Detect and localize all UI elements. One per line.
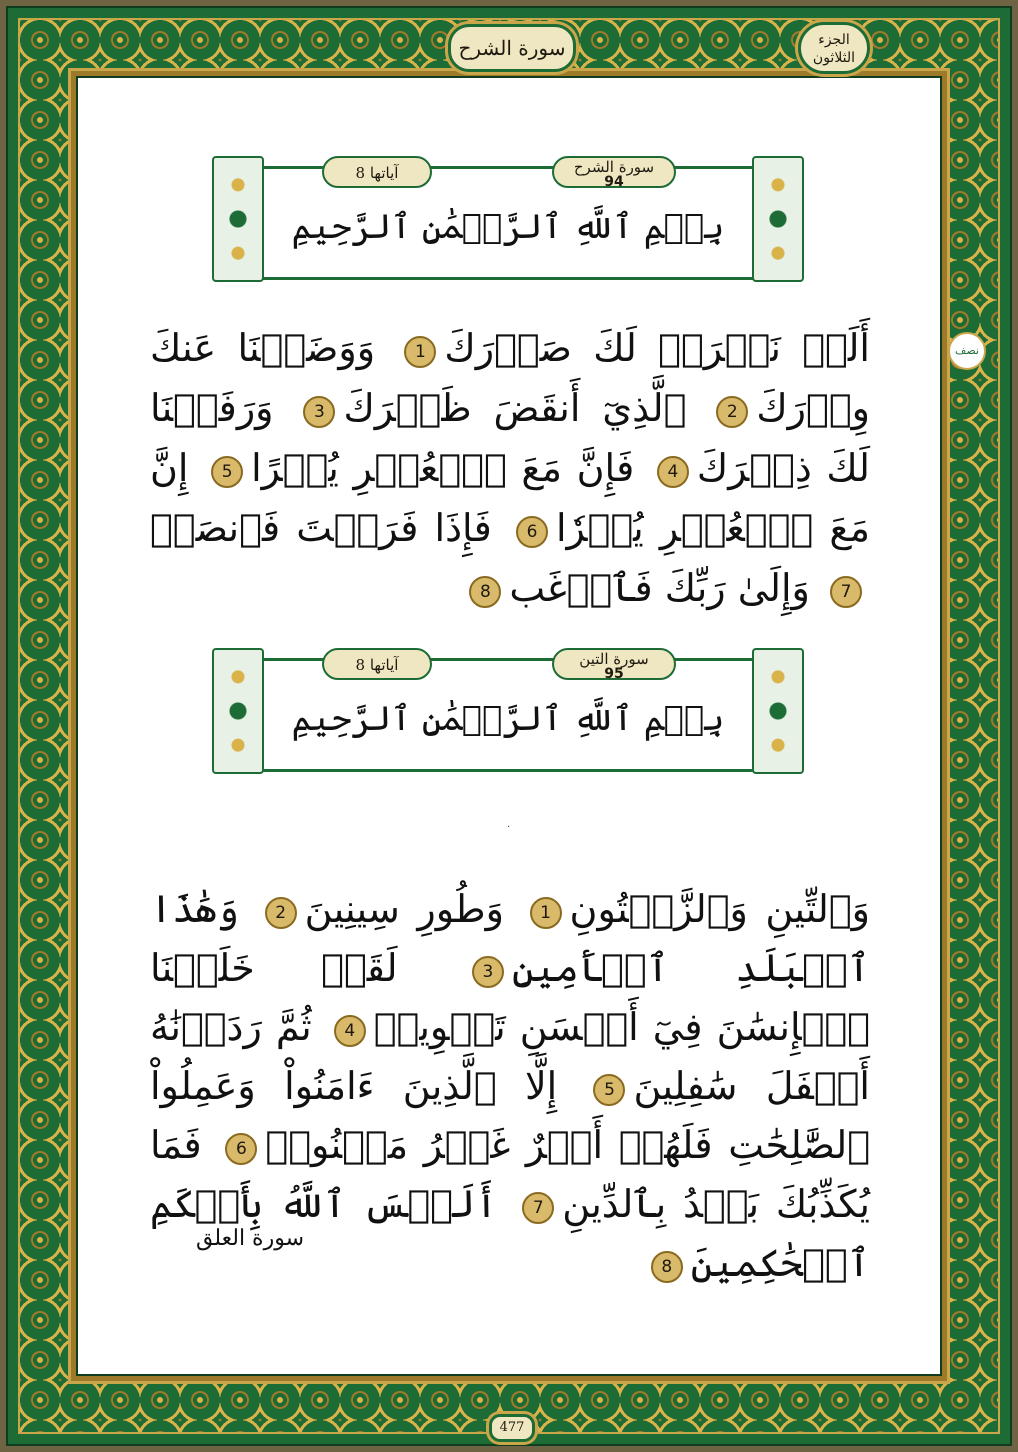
juz-label-line1: الجزء	[818, 32, 850, 48]
verse-text: إِلَّا ٱلَّذِينَ ءَامَنُواْ وَعَمِلُواْ ٱلصَّٰلِحَٰتِ فَلَهُمۡ أَجۡرٌ غَيۡرُ مَمۡنُونٖ	[150, 1064, 870, 1167]
top-surah-title: سورة الشرح	[448, 24, 576, 72]
basmala: بِسۡمِ ٱللَّهِ ٱلرَّحۡمَٰنِ ٱلرَّحِيمِ	[291, 207, 725, 247]
ayat-count: آياتها 8	[322, 648, 432, 680]
next-surah-hint: سورة العلق	[196, 1226, 305, 1251]
verse-text: وَٱلتِّينِ وَٱلزَّيۡتُونِ	[569, 887, 870, 931]
verse-text: وَوَضَعۡنَا عَنكَ وِزۡرَكَ	[150, 326, 870, 430]
surah-name-pill	[552, 648, 676, 680]
verse-text: وَإِلَىٰ رَبِّكَ فَٱرۡغَب	[509, 566, 810, 610]
ornament-right	[752, 156, 804, 282]
verse-number-marker: 2	[716, 396, 748, 428]
surah-number: 94	[604, 174, 624, 190]
verse-text: لَقَدۡ خَلَقۡنَا ٱلۡإِنسَٰنَ فِيٓ أَحۡسَنِ تَقۡوِيمٖ	[150, 946, 870, 1049]
ayat-count: آياتها 8	[322, 156, 432, 188]
verse-number-marker: 2	[265, 897, 297, 929]
verse-number-marker: 1	[404, 336, 436, 368]
header-line	[260, 277, 756, 280]
verse-text: أَلَمۡ نَشۡرَحۡ لَكَ صَدۡرَكَ	[444, 326, 870, 370]
verse-number-marker: 8	[469, 576, 501, 608]
juz-label-line2: الثلاثون	[812, 50, 856, 66]
ornament-left	[212, 648, 264, 774]
basmala: بِسۡمِ ٱللَّهِ ٱلرَّحۡمَٰنِ ٱلرَّحِيمِ	[291, 699, 725, 739]
verse-number-marker: 5	[593, 1074, 625, 1106]
hizb-half-marker: نصف	[948, 332, 986, 370]
surah-name: سورة التين	[579, 650, 649, 668]
verse-text: فَمَا يُكَذِّبُكَ بَعۡدُ بِٱلدِّينِ	[150, 1123, 870, 1226]
page-number: 477	[489, 1414, 535, 1442]
ornament-right	[752, 648, 804, 774]
verse-text: فَإِذَا فَرَغۡتَ فَٱنصَبۡ	[150, 506, 492, 550]
verse-text: أَلَيۡسَ ٱللَّهُ بِأَحۡكَمِ ٱلۡحَٰكِمِينَ	[150, 1182, 870, 1285]
verse-number-marker: 4	[334, 1015, 366, 1047]
verse-number-marker: 3	[472, 956, 504, 988]
surah-name: سورة الشرح	[573, 158, 655, 176]
small-mark: ·	[507, 822, 511, 833]
verse-number-marker: 7	[522, 1192, 554, 1224]
verse-number-marker: 6	[225, 1133, 257, 1165]
header-line	[260, 769, 756, 772]
surah-header-94	[212, 156, 804, 282]
surah-header-95	[212, 648, 804, 774]
verse-text: وَرَفَعۡنَا لَكَ ذِكۡرَكَ	[150, 386, 870, 490]
verse-text: ثُمَّ رَدَدۡنَٰهُ أَسۡفَلَ سَٰفِلِينَ	[150, 1005, 870, 1108]
surah-name-pill	[552, 156, 676, 188]
verse-text: فَإِنَّ مَعَ ٱلۡعُسۡرِ يُسۡرًا	[251, 446, 635, 490]
verse-text: وَطُورِ سِينِينَ	[304, 887, 504, 931]
verse-number-marker: 7	[830, 576, 862, 608]
verse-number-marker: 1	[530, 897, 562, 929]
verse-text: وَهَٰذَا ٱلۡبَلَدِ ٱلۡأَمِينِ	[150, 887, 870, 990]
verse-number-marker: 4	[657, 456, 689, 488]
surah-number: 95	[604, 666, 624, 682]
surah-94-text	[150, 318, 870, 618]
ornament-left	[212, 156, 264, 282]
verse-number-marker: 8	[651, 1251, 683, 1283]
verse-number-marker: 5	[211, 456, 243, 488]
verse-number-marker: 3	[303, 396, 335, 428]
verse-text: إِنَّ مَعَ ٱلۡعُسۡرِ يُسۡرٗا	[150, 446, 870, 550]
juz-label	[798, 22, 870, 74]
verse-number-marker: 6	[516, 516, 548, 548]
verse-text: ٱلَّذِيٓ أَنقَضَ ظَهۡرَكَ	[343, 386, 687, 430]
